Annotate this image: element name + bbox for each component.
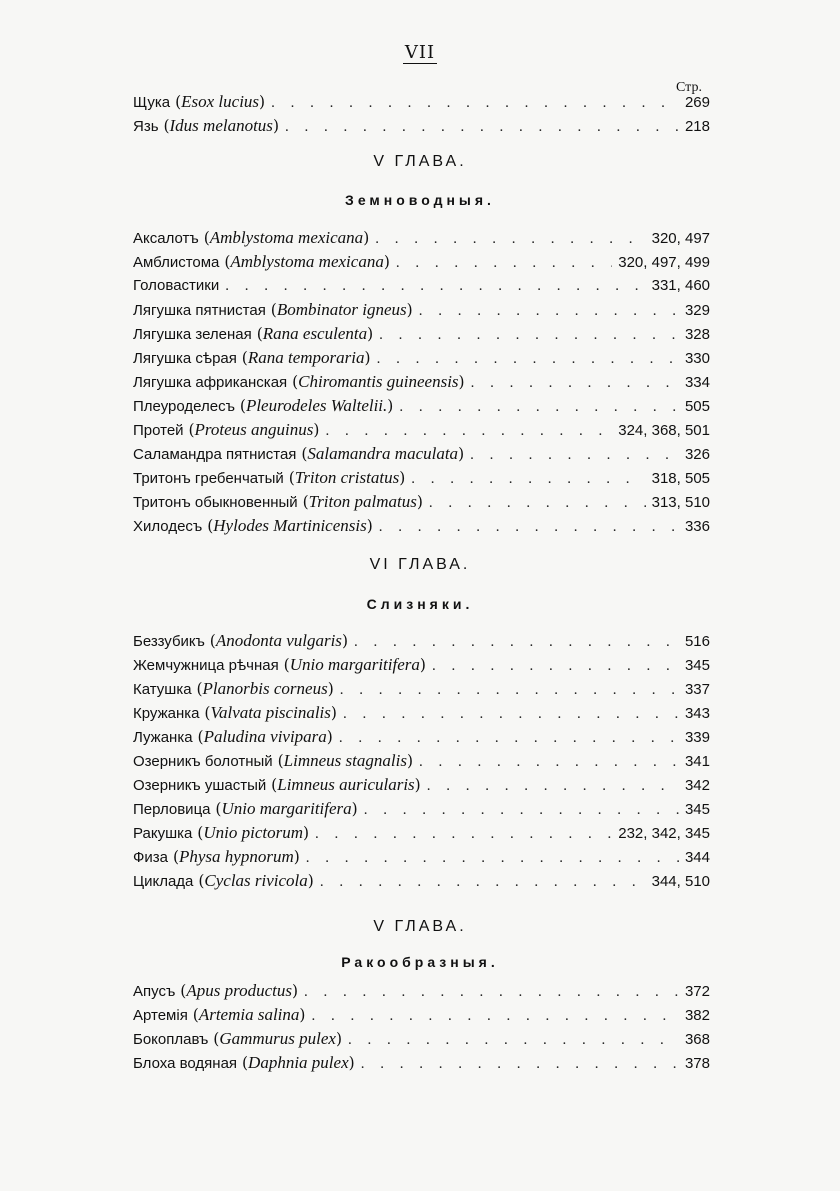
dot-leader [348, 1028, 679, 1052]
paren-close: ) [291, 982, 299, 1000]
paren-close: ) [364, 349, 371, 367]
entry-latin-name: Esox lucius [181, 92, 260, 111]
dot-leader [311, 1004, 678, 1028]
entry-page-numbers: 341 [684, 753, 710, 770]
dot-leader [411, 467, 645, 491]
entry-latin-name: Hylodes Martinicensis [213, 516, 367, 535]
entry-page-numbers: 343 [684, 705, 710, 722]
entry-page-numbers: 328 [684, 326, 710, 343]
paren-open: ( [283, 469, 295, 487]
entry-latin-name: Limneus stagnalis [283, 751, 407, 770]
paren-open: ( [192, 728, 204, 746]
dot-leader [429, 491, 646, 515]
dot-leader [432, 654, 679, 678]
entry-latin-name: Daphnia pulex [248, 1053, 349, 1072]
section-entries [133, 226, 710, 538]
paren-open: ( [287, 373, 299, 391]
paren-open: ( [265, 301, 277, 319]
entry-latin-name: Valvata piscinalis [210, 703, 331, 722]
entry-page-numbers: 330 [684, 350, 710, 367]
paren-open: ( [204, 632, 216, 650]
entry-latin-name: Proteus anguinus [194, 420, 314, 439]
paren-close: ) [458, 445, 465, 463]
entry-russian-name: Щука [133, 94, 171, 111]
paren-open: ( [192, 824, 204, 842]
index-entry [133, 274, 710, 298]
paren-close: ) [348, 1054, 355, 1072]
index-entry [133, 394, 710, 418]
dot-leader [315, 822, 612, 846]
dot-leader [225, 274, 645, 298]
dot-leader [471, 371, 679, 395]
section-title: Земноводныя. [345, 192, 495, 208]
entry-page-numbers: 313, 510 [651, 494, 710, 511]
entry-russian-name: Озерникъ ушастый [133, 777, 267, 794]
index-entry [133, 114, 710, 138]
index-entry [133, 629, 710, 653]
entry-page-numbers: 339 [684, 729, 710, 746]
index-entry [133, 845, 710, 869]
entry-latin-name: Rana temporaria [247, 348, 365, 367]
index-entry [133, 725, 710, 749]
entry-latin-name: Triton palmatus [308, 492, 417, 511]
paren-open: ( [266, 776, 278, 794]
dot-leader [361, 1052, 679, 1076]
entry-page-numbers: 378 [684, 1055, 710, 1072]
entry-page-numbers: 218 [684, 118, 710, 135]
index-entry [133, 466, 710, 490]
dot-leader [427, 774, 679, 798]
entry-page-numbers: 345 [684, 657, 710, 674]
section-title: Слизняки. [366, 596, 474, 612]
entry-page-numbers: 324, 368, 501 [618, 422, 710, 439]
entry-russian-name: Блоха водяная [133, 1055, 238, 1072]
paren-open: ( [202, 517, 214, 535]
entry-page-numbers: 344 [684, 849, 710, 866]
entry-latin-name: Artemia salina [198, 1005, 300, 1024]
entry-russian-name: Лягушка африканская [133, 374, 288, 391]
entry-russian-name: Амблистома [133, 254, 220, 271]
entry-russian-name: Аксалотъ [133, 230, 199, 247]
paren-close: ) [383, 253, 390, 271]
entry-russian-name: Апусъ [133, 983, 176, 1000]
paren-open: ( [193, 872, 205, 890]
paren-open: ( [219, 253, 231, 271]
dot-leader [271, 91, 679, 115]
index-entry [133, 701, 710, 725]
paren-close: ) [313, 421, 320, 439]
entry-latin-name: Amblystoma mexicana [230, 252, 384, 271]
index-entry [133, 653, 710, 677]
paren-open: ( [296, 445, 308, 463]
entry-page-numbers: 368 [684, 1031, 710, 1048]
entry-russian-name: Катушка [133, 681, 192, 698]
index-entry [133, 442, 710, 466]
paren-open: ( [183, 421, 195, 439]
entry-page-numbers: 326 [684, 446, 710, 463]
index-entry [133, 821, 710, 845]
paren-close: ) [351, 800, 358, 818]
entry-latin-name: Gammurus pulex [219, 1029, 336, 1048]
entry-page-numbers: 382 [684, 1007, 710, 1024]
index-entry [133, 298, 710, 322]
entry-latin-name: Cyclas rivicola [204, 871, 308, 890]
entry-latin-name: Planorbis corneus [202, 679, 328, 698]
index-entry [133, 1003, 710, 1027]
index-entry [133, 90, 710, 114]
paren-close: ) [293, 848, 300, 866]
entry-latin-name: Idus melanotus [169, 116, 273, 135]
paren-close: ) [399, 469, 406, 487]
entry-russian-name: Лягушка зеленая [133, 326, 252, 343]
entry-page-numbers: 318, 505 [651, 470, 710, 487]
chapter-heading: VI ГЛАВА. [369, 556, 471, 573]
paren-close: ) [272, 117, 279, 135]
paren-close: ) [302, 824, 310, 842]
entry-latin-name: Salamandra maculata [307, 444, 459, 463]
entry-latin-name: Unio margaritifera [221, 799, 352, 818]
entry-latin-name: Limneus auricularis [277, 775, 415, 794]
entry-russian-name: Тритонъ гребенчатый [133, 470, 284, 487]
entry-page-numbers: 331, 460 [651, 277, 710, 294]
chapter-heading: V ГЛАВА. [373, 918, 467, 935]
paren-open: ( [297, 493, 309, 511]
dot-leader [364, 798, 679, 822]
entry-page-numbers: 342 [684, 777, 710, 794]
dot-leader [470, 443, 679, 467]
entry-page-numbers: 516 [684, 633, 710, 650]
entry-russian-name: Кружанка [133, 705, 200, 722]
paren-close: ) [341, 632, 348, 650]
entry-russian-name: Беззубикъ [133, 633, 205, 650]
dot-leader [304, 980, 679, 1004]
index-entry [133, 1051, 710, 1075]
entry-latin-name: Unio pictorum [203, 823, 303, 842]
paren-close: ) [416, 493, 423, 511]
dot-leader [340, 678, 679, 702]
entry-page-numbers: 336 [684, 518, 710, 535]
entry-russian-name: Лягушка сѣрая [133, 350, 237, 367]
entry-page-numbers: 320, 497 [651, 230, 710, 247]
paren-open: ( [208, 1030, 220, 1048]
entry-latin-name: Rana esculenta [262, 324, 368, 343]
entry-latin-name: Physa hypnorum [179, 847, 294, 866]
entry-latin-name: Triton cristatus [294, 468, 400, 487]
dot-leader [339, 726, 679, 750]
index-entry [133, 979, 710, 1003]
paren-open: ( [199, 704, 211, 722]
paren-close: ) [458, 373, 465, 391]
entry-page-numbers: 337 [684, 681, 710, 698]
dot-leader [399, 395, 679, 419]
dot-leader [379, 323, 679, 347]
paren-close: ) [326, 728, 333, 746]
index-entry [133, 490, 710, 514]
paren-open: ( [170, 93, 182, 111]
entry-russian-name: Тритонъ обыкновенный [133, 494, 298, 511]
page-number: VII [404, 42, 436, 63]
entry-russian-name: Лужанка [133, 729, 193, 746]
paren-close: ) [419, 656, 426, 674]
paren-open: ( [187, 1006, 199, 1024]
dot-leader [354, 630, 679, 654]
chapter-heading: V ГЛАВА. [373, 153, 467, 170]
index-entry [133, 677, 710, 701]
dot-leader [343, 702, 679, 726]
entry-page-numbers: 329 [684, 302, 710, 319]
entry-latin-name: Chiromantis guineensis [298, 372, 459, 391]
entry-latin-name: Anodonta vulgaris [215, 631, 342, 650]
index-entry [133, 370, 710, 394]
index-entry [133, 797, 710, 821]
entry-russian-name: Хилодесъ [133, 518, 203, 535]
entry-russian-name: Артемія [133, 1007, 188, 1024]
index-entry [133, 773, 710, 797]
dot-leader [375, 227, 645, 251]
paren-open: ( [168, 848, 179, 866]
dot-leader [377, 347, 679, 371]
pages-column-header: Стр. [676, 80, 702, 95]
entry-russian-name: Ракушка [133, 825, 193, 842]
entry-latin-name: Apus productus [186, 981, 292, 1000]
paren-close: ) [387, 397, 394, 415]
entry-russian-name: Головастики [133, 277, 220, 294]
entry-russian-name: Язь [133, 118, 159, 135]
entry-latin-name: Amblystoma mexicana [209, 228, 364, 247]
paren-open: ( [198, 229, 210, 247]
section-title: Ракообразныя. [341, 954, 499, 970]
dot-leader [419, 299, 679, 323]
dot-leader [285, 115, 679, 139]
paren-close: ) [366, 517, 373, 535]
index-entry [133, 322, 710, 346]
entry-page-numbers: 372 [684, 983, 710, 1000]
paren-open: ( [236, 349, 248, 367]
index-entry [133, 1027, 710, 1051]
index-entry [133, 869, 710, 893]
entry-russian-name: Жемчужница рѣчная [133, 657, 279, 674]
entry-russian-name: Плеуроделесъ [133, 398, 235, 415]
paren-close: ) [299, 1006, 306, 1024]
paren-open: ( [278, 656, 290, 674]
entry-russian-name: Саламандра пятнистая [133, 446, 297, 463]
entry-page-numbers: 269 [684, 94, 710, 111]
entry-latin-name: Bombinator igneus [276, 300, 407, 319]
index-entry [133, 346, 710, 370]
dot-leader [396, 251, 612, 275]
entry-page-numbers: 505 [684, 398, 710, 415]
entry-latin-name: Paludina vivipara [203, 727, 327, 746]
index-entry [133, 418, 710, 442]
dot-leader [320, 870, 646, 894]
entry-russian-name: Бокоплавъ [133, 1031, 209, 1048]
paren-open: ( [237, 1054, 249, 1072]
entry-page-numbers: 345 [684, 801, 710, 818]
dot-leader [379, 515, 679, 539]
paren-open: ( [158, 117, 170, 135]
entry-russian-name: Циклада [133, 873, 194, 890]
entry-russian-name: Протей [133, 422, 184, 439]
paren-close: ) [335, 1030, 343, 1048]
paren-close: ) [406, 301, 413, 319]
dot-leader [325, 419, 612, 443]
entry-russian-name: Физа [133, 849, 169, 866]
paren-open: ( [251, 325, 263, 343]
paren-open: ( [175, 982, 187, 1000]
paren-close: ) [406, 752, 414, 770]
paren-open: ( [272, 752, 284, 770]
entry-russian-name: Перловица [133, 801, 211, 818]
paren-close: ) [327, 680, 334, 698]
dot-leader [419, 750, 679, 774]
section-entries [133, 979, 710, 1075]
paren-open: ( [234, 397, 246, 415]
paren-close: ) [363, 229, 370, 247]
entry-page-numbers: 320, 497, 499 [618, 254, 710, 271]
entry-russian-name: Озерникъ болотный [133, 753, 273, 770]
index-entry [133, 514, 710, 538]
paren-open: ( [210, 800, 222, 818]
index-entry [133, 250, 710, 274]
entry-latin-name: Unio margaritifera [289, 655, 420, 674]
intro-entries [133, 90, 710, 138]
paren-close: ) [330, 704, 337, 722]
paren-close: ) [414, 776, 421, 794]
entry-page-numbers: 344, 510 [651, 873, 710, 890]
paren-close: ) [259, 93, 266, 111]
index-entry [133, 226, 710, 250]
dot-leader [306, 846, 679, 870]
index-entry [133, 749, 710, 773]
paren-open: ( [191, 680, 203, 698]
section-entries [133, 629, 710, 893]
entry-page-numbers: 334 [684, 374, 710, 391]
entry-russian-name: Лягушка пятнистая [133, 302, 266, 319]
paren-close: ) [367, 325, 374, 343]
paren-close: ) [307, 872, 314, 890]
entry-page-numbers: 232, 342, 345 [618, 825, 710, 842]
entry-latin-name: Pleurodeles Waltelii. [245, 396, 388, 415]
